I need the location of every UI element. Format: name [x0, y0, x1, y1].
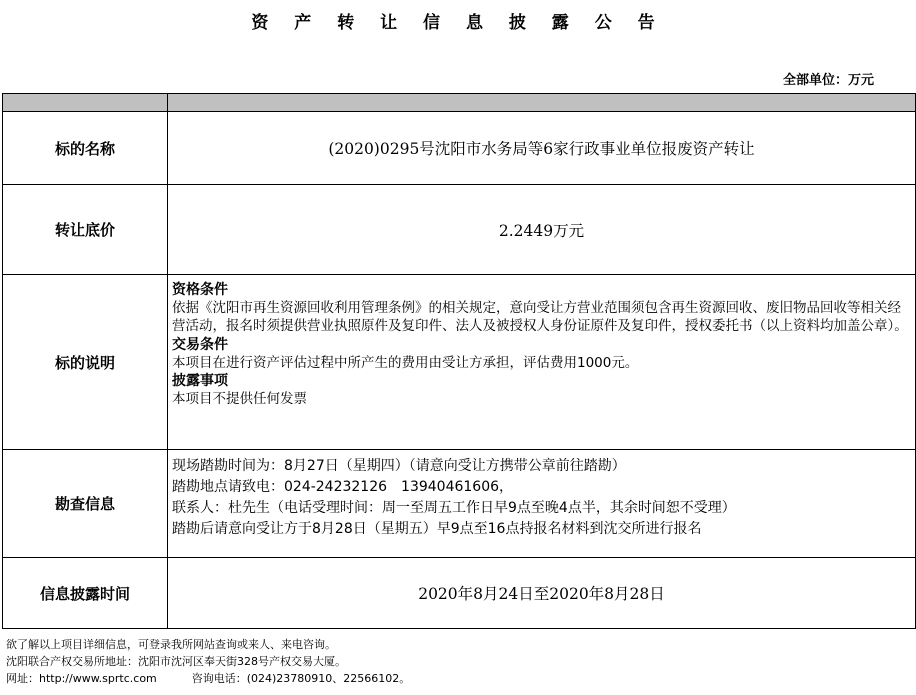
label-description: 标的说明: [3, 275, 168, 450]
value-description: [168, 275, 916, 450]
table-row-period: [3, 558, 916, 629]
announcement-table: [2, 93, 916, 629]
label-survey: 勘查信息: [3, 450, 168, 558]
qualification-text: 依据《沈阳市再生资源回收利用管理条例》的相关规定，意向受让方营业范围须包含再生资源回收、废旧物品回收等相关经营活动，报名时须提供营业执照原件及复印件、法人及被授权人身份证原件及复印件，授权委托书（以上资料均加盖公章）。: [172, 300, 908, 335]
survey-line-1: 现场踏勘时间为：8月27日（星期四）（请意向受让方携带公章前往踏勘）: [172, 458, 626, 474]
value-price: 2.2449万元: [168, 185, 916, 275]
footer-line-3: 网址：http://www.sprtc.com 咨询电话：(024)23780910、22566102。: [6, 672, 411, 685]
table-row-price: [3, 185, 916, 275]
value-survey: [168, 450, 916, 558]
value-name: (2020)0295号沈阳市水务局等6家行政事业单位报废资产转让: [168, 112, 916, 185]
table-header-row: [3, 94, 916, 112]
table-row-name: [3, 112, 916, 185]
label-period: 信息披露时间: [3, 558, 168, 629]
unit-label: 全部单位：万元: [782, 73, 874, 88]
survey-line-2: 踏勘地点请致电：024-24232126 13940461606，: [172, 479, 514, 495]
survey-line-3: 联系人：杜先生（电话受理时间：周一至周五工作日早9点至晚4点半，其余时间恕不受理）: [172, 500, 736, 516]
page-title: 资 产 转 让 信 息 披 露 公 告: [251, 13, 665, 33]
trade-text: 本项目在进行资产评估过程中所产生的费用由受让方承担，评估费用1000元。: [172, 354, 639, 371]
qualification-heading: 资格条件: [172, 282, 228, 298]
label-name: 标的名称: [3, 112, 168, 185]
table-row-description: [3, 275, 916, 450]
trade-heading: 交易条件: [172, 336, 228, 353]
value-period: 2020年8月24日至2020年8月28日: [168, 558, 916, 629]
footer: [6, 636, 410, 687]
header-cell-left: [3, 94, 168, 112]
header-cell-right: [168, 94, 916, 112]
disclose-heading: 披露事项: [172, 373, 228, 390]
disclose-text: 本项目不提供任何发票: [172, 391, 307, 408]
survey-line-4: 踏勘后请意向受让方于8月28日（星期五）早9点至16点持报名材料到沈交所进行报名: [172, 521, 702, 537]
table-row-survey: [3, 450, 916, 558]
footer-line-2: 沈阳联合产权交易所地址：沈阳市沈河区奉天街328号产权交易大厦。: [6, 655, 346, 668]
footer-line-1: 欲了解以上项目详细信息，可登录我所网站查询或来人、来电咨询。: [6, 638, 336, 651]
label-price: 转让底价: [3, 185, 168, 275]
